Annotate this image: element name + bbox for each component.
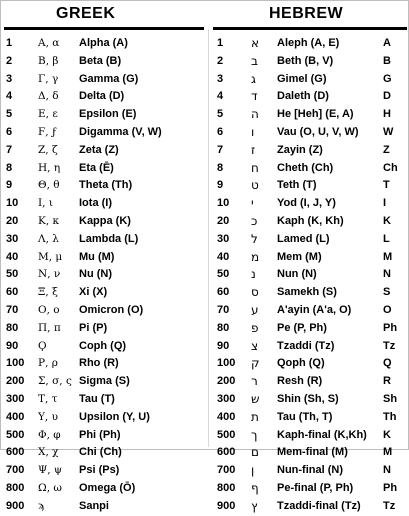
greek-row bbox=[4, 35, 204, 53]
greek-row bbox=[4, 53, 204, 71]
hebrew-row bbox=[213, 213, 407, 231]
hebrew-letter-glyph: ט bbox=[251, 178, 259, 193]
hebrew-row bbox=[213, 498, 407, 516]
greek-letter-glyph: Π, π bbox=[38, 321, 61, 334]
numeral-value: 300 bbox=[6, 392, 25, 405]
hebrew-row bbox=[213, 320, 407, 338]
hebrew-letter-name: Mem (M) bbox=[277, 250, 322, 263]
greek-row bbox=[4, 409, 204, 427]
hebrew-transliteration: B bbox=[383, 54, 391, 67]
hebrew-transliteration: D bbox=[383, 90, 391, 103]
numeral-value: 600 bbox=[6, 446, 25, 459]
hebrew-row bbox=[213, 53, 407, 71]
numeral-value: 7 bbox=[217, 143, 224, 156]
numeral-value: 100 bbox=[6, 357, 25, 370]
greek-letter-glyph: Ω, ω bbox=[38, 481, 62, 494]
hebrew-letter-glyph: א bbox=[251, 36, 260, 50]
numeral-value: 80 bbox=[217, 321, 230, 334]
hebrew-letter-name: Resh (R) bbox=[277, 375, 323, 388]
hebrew-transliteration: Ch bbox=[383, 161, 398, 174]
hebrew-transliteration: N bbox=[383, 464, 391, 477]
greek-letter-glyph: Κ, κ bbox=[38, 214, 60, 227]
hebrew-transliteration: H bbox=[383, 108, 391, 121]
hebrew-transliteration: Tz bbox=[383, 339, 396, 352]
hebrew-letter-name: Kaph-final (K,Kh) bbox=[277, 428, 367, 441]
greek-letter-name: Omega (Ō) bbox=[79, 481, 136, 494]
numeral-value: 90 bbox=[217, 339, 230, 352]
greek-letter-name: Phi (Ph) bbox=[79, 428, 121, 441]
hebrew-transliteration: S bbox=[383, 286, 391, 299]
hebrew-row bbox=[213, 88, 407, 106]
greek-letter-glyph: Ο, ο bbox=[38, 303, 60, 316]
numeral-value: 400 bbox=[217, 410, 236, 423]
hebrew-transliteration: Q bbox=[383, 357, 392, 370]
hebrew-transliteration: W bbox=[383, 125, 394, 138]
numeral-value: 5 bbox=[217, 108, 224, 121]
numeral-value: 7 bbox=[6, 143, 13, 156]
hebrew-transliteration: I bbox=[383, 197, 387, 210]
greek-letter-glyph: Θ, θ bbox=[38, 179, 60, 192]
greek-letter-glyph: Ξ, ξ bbox=[38, 286, 58, 299]
numeral-value: 6 bbox=[217, 125, 224, 138]
numeral-value: 70 bbox=[217, 303, 230, 316]
numeral-value: 1 bbox=[217, 37, 224, 49]
hebrew-row bbox=[213, 249, 407, 267]
hebrew-row bbox=[213, 373, 407, 391]
hebrew-row bbox=[213, 302, 407, 320]
numeral-value: 8 bbox=[217, 161, 224, 174]
greek-letter-name: Eta (Ē) bbox=[79, 161, 114, 174]
hebrew-row bbox=[213, 284, 407, 302]
hebrew-letter-glyph: ש bbox=[251, 391, 260, 406]
greek-letter-name: Gamma (G) bbox=[79, 72, 139, 85]
hebrew-row bbox=[213, 106, 407, 124]
numeral-value: 60 bbox=[6, 286, 19, 299]
numeral-value: 8 bbox=[6, 161, 13, 174]
hebrew-letter-glyph: ס bbox=[251, 285, 259, 300]
greek-letter-glyph: Δ, δ bbox=[38, 90, 59, 103]
hebrew-letter-glyph: י bbox=[251, 196, 254, 211]
hebrew-letter-glyph: ז bbox=[251, 142, 256, 157]
greek-row bbox=[4, 302, 204, 320]
greek-row bbox=[4, 213, 204, 231]
greek-letter-name: Iota (I) bbox=[79, 197, 112, 210]
hebrew-row bbox=[213, 266, 407, 284]
greek-letter-name: Alpha (A) bbox=[79, 37, 128, 49]
numeral-value: 2 bbox=[6, 54, 13, 67]
greek-letter-name: Epsilon (E) bbox=[79, 108, 137, 121]
greek-letter-name: Sanpi bbox=[79, 499, 109, 512]
hebrew-transliteration: N bbox=[383, 268, 391, 281]
greek-letter-name: Theta (Th) bbox=[79, 179, 133, 192]
numeral-value: 100 bbox=[217, 357, 236, 370]
hebrew-letter-glyph: ה bbox=[251, 107, 259, 122]
hebrew-row bbox=[213, 462, 407, 480]
greek-letter-glyph: Ϙ bbox=[38, 339, 47, 352]
hebrew-transliteration: L bbox=[383, 232, 390, 245]
hebrew-letter-glyph: ג bbox=[251, 71, 256, 86]
hebrew-letter-glyph: ד bbox=[251, 89, 258, 104]
hebrew-letter-glyph: ע bbox=[251, 302, 259, 317]
greek-letter-glyph: Ι, ι bbox=[38, 197, 53, 210]
greek-column bbox=[4, 35, 204, 516]
numeral-value: 10 bbox=[6, 197, 19, 210]
greek-heading: GREEK bbox=[56, 5, 116, 22]
hebrew-transliteration: K bbox=[383, 214, 391, 227]
numeral-value: 20 bbox=[217, 214, 230, 227]
numeral-value: 30 bbox=[6, 232, 19, 245]
hebrew-letter-name: Zayin (Z) bbox=[277, 143, 323, 156]
greek-row bbox=[4, 266, 204, 284]
hebrew-letter-name: Beth (B, V) bbox=[277, 54, 334, 67]
hebrew-letter-glyph: ק bbox=[251, 356, 260, 371]
greek-letter-name: Beta (B) bbox=[79, 54, 122, 67]
greek-row bbox=[4, 284, 204, 302]
numeral-value: 9 bbox=[217, 179, 224, 192]
greek-letter-name: Nu (N) bbox=[79, 268, 112, 281]
hebrew-letter-glyph: ם bbox=[251, 445, 259, 460]
hebrew-letter-glyph: ץ bbox=[251, 498, 258, 513]
hebrew-letter-glyph: ל bbox=[251, 231, 258, 246]
greek-letter-glyph: Α, α bbox=[38, 37, 60, 49]
numeral-value: 600 bbox=[217, 446, 236, 459]
numeral-value: 10 bbox=[217, 197, 230, 210]
greek-letter-name: Chi (Ch) bbox=[79, 446, 122, 459]
hebrew-letter-name: Pe (P, Ph) bbox=[277, 321, 327, 334]
greek-row bbox=[4, 320, 204, 338]
greek-letter-name: Upsilon (Y, U) bbox=[79, 410, 150, 423]
hebrew-letter-glyph: מ bbox=[251, 249, 260, 264]
hebrew-letter-name: Tzaddi-final (Tz) bbox=[277, 499, 361, 512]
greek-row bbox=[4, 373, 204, 391]
greek-row bbox=[4, 160, 204, 178]
greek-letter-name: Xi (X) bbox=[79, 286, 108, 299]
hebrew-transliteration: Sh bbox=[383, 392, 398, 405]
hebrew-letter-name: Gimel (G) bbox=[277, 72, 327, 85]
hebrew-header-rule bbox=[213, 27, 407, 30]
greek-letter-name: Mu (M) bbox=[79, 250, 115, 263]
hebrew-transliteration: M bbox=[383, 250, 393, 263]
greek-letter-glyph: Ν, ν bbox=[38, 268, 61, 281]
hebrew-heading: HEBREW bbox=[269, 5, 344, 22]
hebrew-letter-glyph: ו bbox=[251, 124, 255, 139]
numeral-value: 900 bbox=[217, 499, 236, 512]
hebrew-transliteration: G bbox=[383, 72, 392, 85]
hebrew-letter-glyph: ח bbox=[251, 160, 259, 175]
numeral-value: 5 bbox=[6, 108, 13, 121]
greek-letter-glyph: Ε, ε bbox=[38, 108, 58, 121]
hebrew-row bbox=[213, 71, 407, 89]
greek-letter-glyph: Ψ, ψ bbox=[38, 464, 63, 477]
hebrew-letter-name: Yod (I, J, Y) bbox=[277, 197, 336, 210]
hebrew-letter-name: Lamed (L) bbox=[277, 232, 330, 245]
numeral-value: 50 bbox=[6, 268, 19, 281]
hebrew-row bbox=[213, 409, 407, 427]
numeral-value: 40 bbox=[6, 250, 19, 263]
hebrew-transliteration: O bbox=[383, 303, 392, 316]
greek-letter-name: Kappa (K) bbox=[79, 214, 131, 227]
numeral-value: 400 bbox=[6, 410, 25, 423]
hebrew-letter-name: Mem-final (M) bbox=[277, 446, 348, 459]
numeral-value: 800 bbox=[217, 481, 236, 494]
hebrew-row bbox=[213, 195, 407, 213]
numeral-value: 30 bbox=[217, 232, 230, 245]
numeral-value: 40 bbox=[217, 250, 230, 263]
greek-letter-glyph: Β, β bbox=[38, 54, 59, 67]
greek-letter-name: Pi (P) bbox=[79, 321, 108, 334]
numeral-value: 20 bbox=[6, 214, 19, 227]
greek-row bbox=[4, 71, 204, 89]
hebrew-row bbox=[213, 480, 407, 498]
numeral-value: 800 bbox=[6, 481, 25, 494]
hebrew-transliteration: T bbox=[383, 179, 390, 192]
hebrew-row bbox=[213, 231, 407, 249]
greek-letter-glyph: Χ, χ bbox=[38, 446, 59, 459]
numeral-value: 500 bbox=[217, 428, 236, 441]
hebrew-row bbox=[213, 177, 407, 195]
hebrew-letter-name: Teth (T) bbox=[277, 179, 317, 192]
numeral-value: 700 bbox=[6, 464, 25, 477]
hebrew-letter-name: Nun-final (N) bbox=[277, 464, 343, 477]
hebrew-letter-name: Vau (O, U, V, W) bbox=[277, 125, 359, 138]
hebrew-letter-name: Qoph (Q) bbox=[277, 357, 325, 370]
greek-letter-name: Lambda (L) bbox=[79, 232, 139, 245]
hebrew-letter-name: He [Heh] (E, A) bbox=[277, 108, 354, 121]
hebrew-row bbox=[213, 338, 407, 356]
hebrew-transliteration: Z bbox=[383, 143, 390, 156]
hebrew-letter-glyph: ת bbox=[251, 409, 259, 424]
numeral-value: 4 bbox=[217, 90, 224, 103]
greek-letter-name: Digamma (V, W) bbox=[79, 125, 162, 138]
hebrew-letter-name: Samekh (S) bbox=[277, 286, 337, 299]
numeral-value: 200 bbox=[217, 375, 236, 388]
hebrew-row bbox=[213, 391, 407, 409]
greek-letter-glyph: Ρ, ρ bbox=[38, 357, 58, 370]
hebrew-letter-glyph: פ bbox=[251, 320, 259, 335]
numeral-value: 3 bbox=[6, 72, 13, 85]
greek-row bbox=[4, 391, 204, 409]
numeral-value: 80 bbox=[6, 321, 19, 334]
greek-row bbox=[4, 124, 204, 142]
greek-letter-glyph: ϡ bbox=[38, 499, 45, 512]
hebrew-row bbox=[213, 444, 407, 462]
hebrew-letter-name: Nun (N) bbox=[277, 268, 317, 281]
numeral-value: 3 bbox=[217, 72, 224, 85]
greek-row bbox=[4, 142, 204, 160]
hebrew-transliteration: Th bbox=[383, 410, 397, 423]
hebrew-letter-name: Tzaddi (Tz) bbox=[277, 339, 335, 352]
greek-row bbox=[4, 88, 204, 106]
numeral-value: 700 bbox=[217, 464, 236, 477]
hebrew-letter-glyph: ן bbox=[251, 463, 255, 478]
greek-row bbox=[4, 195, 204, 213]
hebrew-transliteration: K bbox=[383, 428, 391, 441]
greek-letter-glyph: Φ, φ bbox=[38, 428, 61, 441]
hebrew-letter-glyph: צ bbox=[251, 338, 259, 353]
hebrew-letter-name: Shin (Sh, S) bbox=[277, 392, 339, 405]
hebrew-row bbox=[213, 142, 407, 160]
numeral-value: 300 bbox=[217, 392, 236, 405]
hebrew-transliteration: R bbox=[383, 375, 391, 388]
greek-row bbox=[4, 480, 204, 498]
greek-row bbox=[4, 338, 204, 356]
hebrew-letter-name: Tau (Th, T) bbox=[277, 410, 333, 423]
greek-letter-glyph: Ϝ, ϝ bbox=[38, 125, 57, 138]
greek-row bbox=[4, 177, 204, 195]
numeral-value: 1 bbox=[6, 37, 13, 49]
greek-letter-glyph: Η, η bbox=[38, 161, 61, 174]
hebrew-transliteration: M bbox=[383, 446, 393, 459]
hebrew-column bbox=[213, 35, 407, 516]
hebrew-row bbox=[213, 427, 407, 445]
greek-letter-glyph: Υ, υ bbox=[38, 410, 58, 423]
greek-row bbox=[4, 427, 204, 445]
hebrew-letter-glyph: ב bbox=[251, 53, 258, 68]
greek-letter-glyph: Τ, τ bbox=[38, 392, 58, 405]
greek-row bbox=[4, 462, 204, 480]
numeral-value: 60 bbox=[217, 286, 230, 299]
hebrew-letter-glyph: ך bbox=[251, 427, 258, 442]
greek-row bbox=[4, 106, 204, 124]
hebrew-row bbox=[213, 35, 407, 53]
greek-letter-glyph: Σ, σ, ς bbox=[38, 375, 72, 388]
numeral-value: 6 bbox=[6, 125, 13, 138]
numeral-value: 500 bbox=[6, 428, 25, 441]
greek-letter-name: Coph (Q) bbox=[79, 339, 127, 352]
greek-row bbox=[4, 231, 204, 249]
hebrew-letter-glyph: כ bbox=[251, 213, 258, 228]
numeral-value: 900 bbox=[6, 499, 25, 512]
greek-letter-name: Delta (D) bbox=[79, 90, 125, 103]
hebrew-row bbox=[213, 355, 407, 373]
hebrew-transliteration: A bbox=[383, 37, 391, 49]
numeral-value: 50 bbox=[217, 268, 230, 281]
greek-row bbox=[4, 498, 204, 516]
numeral-value: 90 bbox=[6, 339, 19, 352]
hebrew-letter-glyph: ף bbox=[251, 480, 259, 495]
hebrew-letter-name: Daleth (D) bbox=[277, 90, 329, 103]
greek-letter-name: Zeta (Z) bbox=[79, 143, 119, 156]
numeral-value: 4 bbox=[6, 90, 13, 103]
hebrew-letter-name: Pe-final (P, Ph) bbox=[277, 481, 354, 494]
hebrew-letter-name: A'ayin (A'a, O) bbox=[277, 303, 352, 316]
hebrew-letter-name: Kaph (K, Kh) bbox=[277, 214, 344, 227]
greek-letter-name: Rho (R) bbox=[79, 357, 119, 370]
hebrew-transliteration: Ph bbox=[383, 481, 398, 494]
column-divider bbox=[208, 29, 209, 447]
hebrew-letter-glyph: ר bbox=[251, 374, 258, 389]
greek-row bbox=[4, 355, 204, 373]
greek-row bbox=[4, 249, 204, 267]
numeral-value: 2 bbox=[217, 54, 224, 67]
numeral-value: 9 bbox=[6, 179, 13, 192]
numeral-value: 70 bbox=[6, 303, 19, 316]
greek-letter-name: Psi (Ps) bbox=[79, 464, 120, 477]
hebrew-transliteration: Ph bbox=[383, 321, 398, 334]
greek-letter-name: Omicron (O) bbox=[79, 303, 144, 316]
greek-letter-glyph: Λ, λ bbox=[38, 232, 59, 245]
greek-header-rule bbox=[4, 27, 204, 30]
hebrew-letter-name: Aleph (A, E) bbox=[277, 37, 340, 49]
greek-row bbox=[4, 444, 204, 462]
hebrew-letter-name: Cheth (Ch) bbox=[277, 161, 334, 174]
hebrew-row bbox=[213, 160, 407, 178]
hebrew-row bbox=[213, 124, 407, 142]
greek-letter-name: Tau (T) bbox=[79, 392, 115, 405]
greek-letter-glyph: Ζ, ζ bbox=[38, 143, 58, 156]
greek-letter-glyph: Γ, γ bbox=[38, 72, 59, 85]
numeral-value: 200 bbox=[6, 375, 25, 388]
hebrew-transliteration: Tz bbox=[383, 499, 396, 512]
hebrew-letter-glyph: נ bbox=[251, 267, 256, 282]
greek-letter-name: Sigma (S) bbox=[79, 375, 130, 388]
greek-letter-glyph: Μ, μ bbox=[38, 250, 63, 263]
